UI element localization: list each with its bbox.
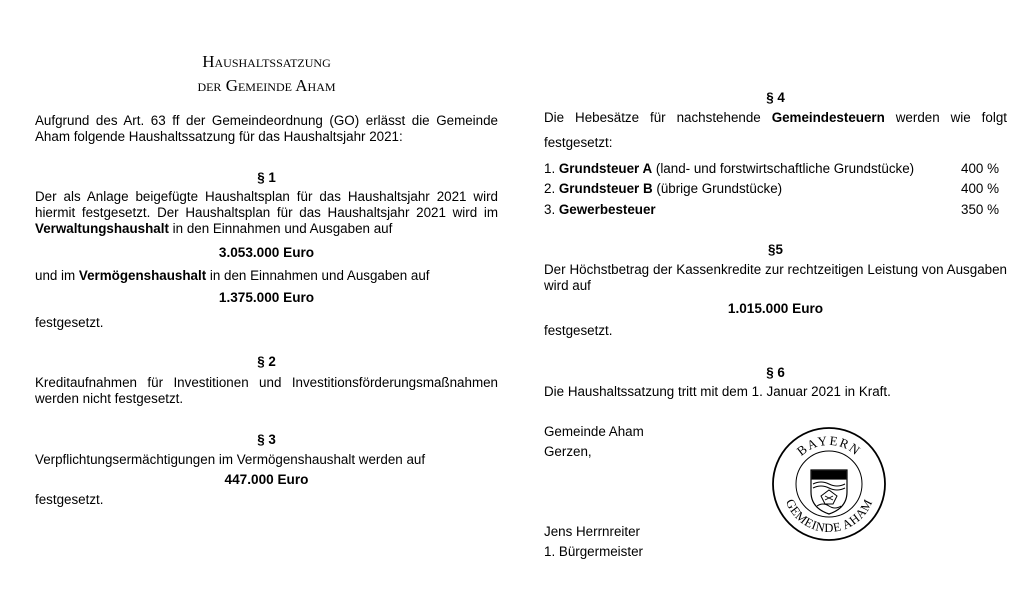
section-1-text-2a: und im [35, 268, 79, 283]
section-1-text-2b: in den Einnahmen und Ausgaben auf [206, 268, 430, 283]
section-4-text-line1 [544, 110, 1007, 126]
section-5-text: Der Höchstbetrag der Kassenkredite zur rechtzeitigen Leistung von Ausgaben wird auf [544, 262, 1007, 293]
rate-row [544, 161, 1007, 177]
section-1-closing: festgesetzt. [35, 315, 104, 330]
section-4-text-line2: festgesetzt: [544, 135, 613, 150]
section-1-term-vermoegenshaushalt: Vermögenshaushalt [78, 268, 207, 283]
section-1-text-part1b: in den Einnahmen und Ausgaben auf [168, 221, 393, 236]
document-title-line-1: Haushaltssatzung [202, 52, 331, 71]
rate-label: 1. Grundsteuer A (land- und forstwirtschaftliche Grundstücke) [544, 161, 915, 176]
section-1-amount-2: 1.375.000 Euro [218, 290, 315, 305]
rate-row [544, 202, 1007, 218]
section-4-term-gemeindesteuern: Gemeindesteuern [771, 110, 885, 125]
section-1-text-2 [35, 268, 498, 284]
section-5-closing: festgesetzt. [544, 323, 613, 338]
rate-value: 350 % [961, 202, 999, 217]
intro-paragraph: Aufgrund des Art. 63 ff der Gemeindeordnung (GO) erlässt die Gemeinde Aham folgende Haushaltssatzung für das Haushaltsjahr 2021: [35, 113, 498, 144]
rate-value: 400 % [961, 161, 999, 176]
signature-place-line1: Gemeinde Aham [544, 424, 644, 439]
rate-value: 400 % [961, 181, 999, 196]
seal-bottom-text: GEMEINDE AHAM [782, 496, 876, 536]
signatory-name: Jens Herrnreiter [544, 524, 640, 539]
rate-label: 2. Grundsteuer B (übrige Grundstücke) [544, 181, 783, 196]
seal-icon [771, 426, 887, 542]
rate-label: 3. Gewerbesteuer [544, 202, 656, 217]
rate-row [544, 181, 1007, 197]
section-4-text-b: werden wie folgt [884, 110, 1007, 125]
section-3-heading: § 3 [257, 432, 276, 447]
section-1-term-verwaltungshaushalt: Verwaltungshaushalt [35, 221, 169, 236]
section-3-text: Verpflichtungsermächtigungen im Vermögenshaushalt werden auf [35, 452, 426, 467]
section-3-closing: festgesetzt. [35, 492, 104, 507]
section-5-amount: 1.015.000 Euro [727, 301, 824, 316]
section-6-text: Die Haushaltssatzung tritt mit dem 1. Januar 2021 in Kraft. [544, 384, 891, 399]
document-title-line-2: der Gemeinde Aham [197, 76, 336, 95]
section-1-text [35, 189, 498, 237]
section-3-amount: 447.000 Euro [224, 472, 309, 487]
section-2-heading: § 2 [257, 354, 276, 369]
section-2-text: Kreditaufnahmen für Investitionen und Investitionsförderungsmaßnahmen werden nicht festgesetzt. [35, 375, 498, 406]
signature-place-line2: Gerzen, [544, 444, 592, 459]
municipal-seal [771, 426, 887, 542]
section-4-heading: § 4 [766, 90, 785, 105]
section-5-heading: §5 [768, 242, 783, 257]
section-6-heading: § 6 [766, 365, 785, 380]
section-1-amount-1: 3.053.000 Euro [218, 245, 315, 260]
section-1-heading: § 1 [257, 170, 276, 185]
section-4-text-a: Die Hebesätze für nachstehende [544, 110, 772, 125]
section-1-text-part1: Der als Anlage beigefügte Haushaltsplan für das Haushaltsjahr 2021 wird hiermit festgesetzt. Der Haushaltsplan für das Haushaltsjahr 2021 wird im [35, 189, 498, 220]
signatory-role: 1. Bürgermeister [544, 544, 643, 559]
seal-top-text: BAYERN [793, 432, 865, 459]
